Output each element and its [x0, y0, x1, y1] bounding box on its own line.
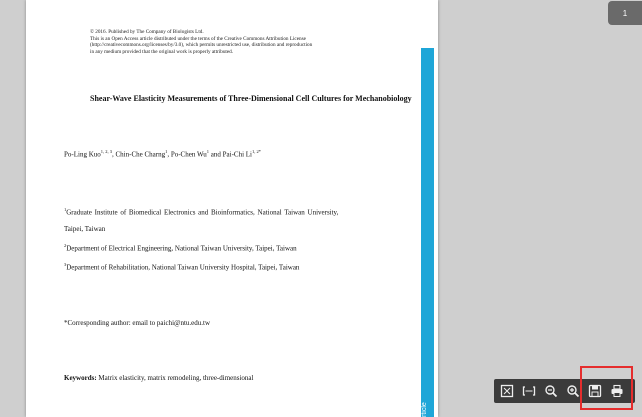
article-side-label: rticle — [421, 402, 428, 417]
save-print-highlight-box — [580, 366, 633, 410]
affiliation-1-continued: Taipei, Taiwan — [64, 225, 106, 233]
zoom-out-icon — [544, 384, 558, 398]
license-line: © 2016. Published by The Company of Biologists Ltd. — [90, 29, 204, 35]
document-page — [26, 0, 438, 417]
fit-page-button[interactable] — [497, 382, 516, 400]
affiliation-2: $^2$Department of Electrical Engineering, National Taiwan University, Taipei, Taiwan — [64, 243, 297, 253]
affiliation-3: $^3$Department of Rehabilitation, National Taiwan University Hospital, Taipei, Taiwan — [64, 262, 300, 272]
article-side-stripe — [421, 48, 434, 417]
license-notice — [90, 29, 430, 55]
license-line: This is an Open Access article distributed under the terms of the Creative Commons Attribution License — [90, 35, 306, 42]
keywords: Keywords: Matrix elasticity, matrix remodeling, three-dimensional — [64, 374, 254, 382]
license-line: (http://creativecommons.org/licenses/by/3.0), which permits unrestricted use, distribution and reproduction — [90, 42, 313, 49]
page-number-badge[interactable]: 1 — [608, 1, 642, 25]
fit-page-icon — [500, 384, 514, 398]
affiliation-1: $^1$Graduate Institute of Biomedical Electronics and Bioinformatics, National Taiwan University, — [64, 207, 339, 217]
fit-width-button[interactable] — [519, 382, 538, 400]
paper-title: Shear-Wave Elasticity Measurements of Three-Dimensional Cell Cultures for Mechanobiology — [90, 94, 412, 103]
fit-width-icon — [522, 384, 536, 398]
author-list: Po-Ling Kuo$^{1, 2, 3}$, Chin-Che Charng$^1$, Po-Chen Wu$^1$ and Pai-Chi $Li^{1, 2*}$ — [64, 149, 261, 159]
corresponding-author: *Corresponding author: email to paichi@ntu.edu.tw — [64, 319, 211, 327]
license-line: in any medium provided that the original work is properly attributed. — [90, 48, 234, 55]
zoom-out-button[interactable] — [541, 382, 560, 400]
zoom-in-icon — [566, 384, 580, 398]
